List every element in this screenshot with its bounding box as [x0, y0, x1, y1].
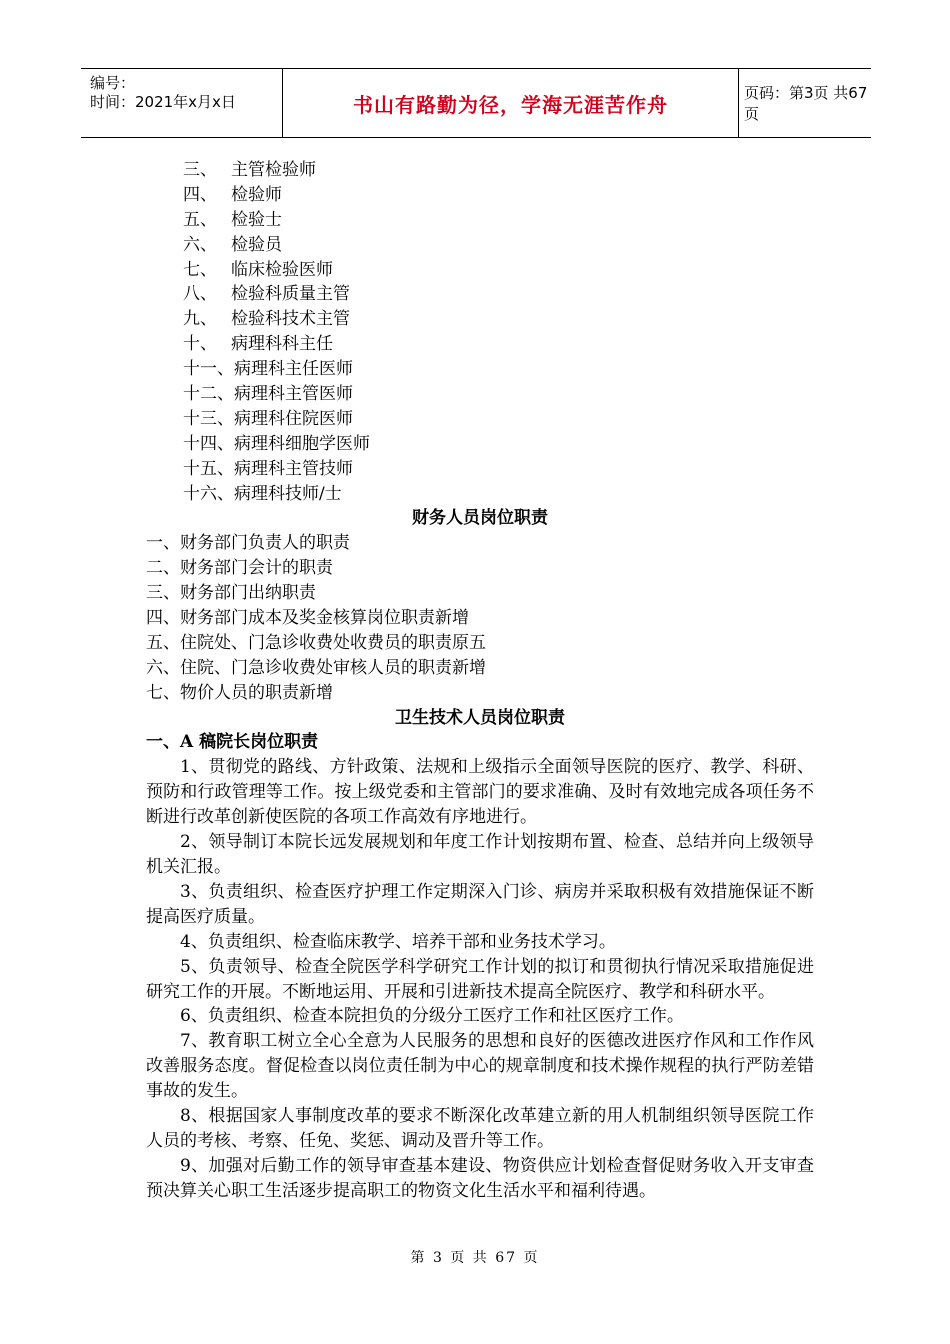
- finance-duty-item: 二、财务部门会计的职责: [146, 558, 333, 579]
- toc-item: [146, 282, 814, 307]
- finance-duty-item: 七、物价人员的职责新增: [146, 682, 333, 703]
- duty-paragraph: 1、贯彻党的路线、方针政策、法规和上级指示全面领导医院的医疗、教学、科研、预防和行政管理等工作。按上级党委和主管部门的要求准确、及时有效地完成各项任务不断进行改革创新使医院的各项工作高效有序地进行。: [146, 757, 814, 828]
- toc-item: [146, 208, 814, 233]
- toc-item: [146, 332, 814, 357]
- health-section-title: 卫生技术人员岗位职责: [395, 707, 565, 728]
- document-time-label: 时间：2021年x月x日: [90, 93, 236, 111]
- duty-paragraph: 7、教育职工树立全心全意为人民服务的思想和良好的医德改进医疗作风和工作作风改善服务态度。督促检查以岗位责任制为中心的规章制度和技术操作规程的执行严防差错事故的发生。: [146, 1031, 814, 1102]
- duty-paragraph: 4、负责组织、检查临床教学、培养干部和业务技术学习。: [180, 931, 616, 952]
- duty-paragraph: 5、负责领导、检查全院医学科学研究工作计划的拟订和贯彻执行情况采取措施促进研究工作的开展。不断地运用、开展和引进新技术提高全院医疗、教学和科研水平。: [146, 956, 814, 1002]
- document-body: [146, 158, 814, 1204]
- toc-pathology-list: [146, 357, 814, 506]
- toc-item-text: 病理科科主任: [231, 334, 333, 355]
- finance-duty-item: 六、住院、门急诊收费处审核人员的职责新增: [146, 657, 486, 678]
- toc-item: [146, 158, 814, 183]
- toc-item: [146, 307, 814, 332]
- toc-item-text: 检验师: [231, 184, 282, 205]
- president-duties-heading: 一、A 稿院长岗位职责: [146, 732, 319, 753]
- duty-paragraph: 6、负责组织、检查本院担负的分级分工医疗工作和社区医疗工作。: [180, 1006, 684, 1027]
- header-table: [81, 68, 871, 138]
- toc-item-number: 六、: [183, 234, 217, 255]
- finance-duty-item: 三、财务部门出纳职责: [146, 583, 316, 604]
- toc-item-text: 主管检验师: [231, 160, 316, 180]
- finance-duty-item: 四、财务部门成本及奖金核算岗位职责新增: [146, 608, 469, 629]
- duty-paragraph: 9、加强对后勤工作的领导审查基本建设、物资供应计划检查督促财务收入开支审查预决算关心职工生活逐步提高职工的物资文化生活水平和福利待遇。: [146, 1155, 814, 1201]
- duty-paragraphs: [146, 755, 814, 1203]
- toc-item: 十五、病理科主管技师: [183, 458, 353, 479]
- header-page-info: 页码：第3页 共67页: [744, 84, 868, 123]
- duty-paragraph: 8、根据国家人事制度改革的要求不断深化改革建立新的用人机制组织领导医院工作人员的考核、考察、任免、奖惩、调动及晋升等工作。: [146, 1106, 814, 1151]
- toc-item-text: 检验科技术主管: [231, 309, 350, 330]
- finance-duty-item: 一、财务部门负责人的职责: [146, 533, 350, 554]
- toc-item-number: 十、: [183, 334, 217, 355]
- header-motto-cell: [282, 69, 739, 137]
- toc-item-number: 四、: [183, 184, 217, 205]
- toc-item: 十六、病理科技师/士: [183, 483, 342, 504]
- toc-item: [146, 233, 814, 258]
- toc-item: [146, 183, 814, 208]
- page-footer: 第 3 页 共 67 页: [410, 1250, 540, 1266]
- duty-paragraph: 2、领导制订本院长远发展规划和年度工作计划按期布置、检查、总结并向上级领导机关汇报。: [146, 832, 814, 877]
- finance-duty-item: 五、住院处、门急诊收费处收费员的职责原五: [146, 632, 486, 653]
- toc-lab-list: [146, 158, 814, 357]
- toc-item-number: 五、: [183, 209, 217, 230]
- toc-item: 十二、病理科主管医师: [183, 384, 353, 405]
- toc-item-text: 临床检验医师: [231, 259, 333, 280]
- document-number-label: 编号：: [90, 74, 136, 92]
- toc-item: 十一、病理科主任医师: [183, 359, 353, 380]
- toc-item-text: 检验科质量主管: [231, 284, 350, 305]
- finance-list: [146, 531, 814, 705]
- duty-paragraph: 3、负责组织、检查医疗护理工作定期深入门诊、病房并采取积极有效措施保证不断提高医疗质量。: [146, 881, 814, 927]
- toc-item: 十四、病理科细胞学医师: [183, 433, 370, 454]
- toc-item-number: 三、: [183, 160, 217, 180]
- toc-item: [146, 258, 814, 283]
- toc-item-text: 检验士: [231, 209, 282, 230]
- finance-section-title: 财务人员岗位职责: [412, 508, 548, 529]
- toc-item-number: 九、: [183, 309, 217, 330]
- header-motto: 书山有路勤为径，学海无涯苦作舟: [353, 92, 668, 117]
- toc-item-number: 七、: [183, 259, 217, 280]
- toc-item-number: 八、: [183, 284, 217, 305]
- toc-item-text: 检验员: [231, 234, 282, 255]
- toc-item: 十三、病理科住院医师: [183, 408, 353, 429]
- header-left-cell: [81, 69, 281, 137]
